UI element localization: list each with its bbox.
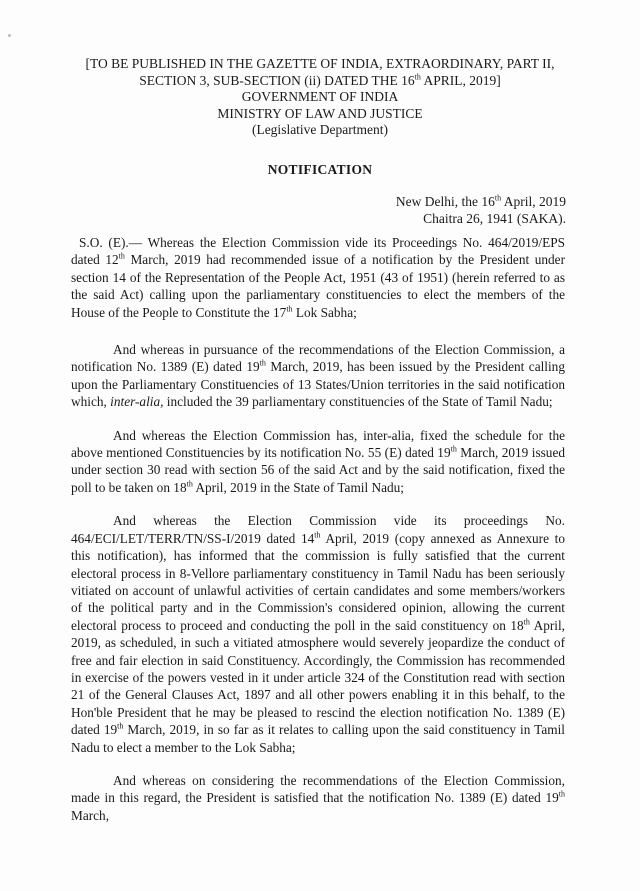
p4-sup-2: th (523, 617, 530, 627)
p4-sup-1: th (314, 530, 321, 540)
paragraph-5 (71, 772, 565, 824)
p4-text-b: April, 2019 (copy annexed as Annexure to this notification), has informed that the commission is fully satisfied that the current electoral process in 8-Vellore parliamentary constituency in Tamil Nadu has been seriously vitiated on account of unlawful activities of certain candidates and some members/workers of the political party and in the Commission's considered opinion, allowing the current electoral process to proceed and conducting the poll in the said constituency on 18 (71, 530, 565, 633)
header-ministry: MINISTRY OF LAW AND JUSTICE (217, 105, 423, 121)
header-section-text: SECTION 3, SUB-SECTION (ii) DATED THE 16 (139, 72, 415, 88)
date-sup: th (494, 193, 502, 203)
p4-text-c: April, 2019, as scheduled, in such a vitiated atmosphere would severely jeopardize the conduct of free and fair election in said Constituency. Accordingly, the Commission has recommended in exercise of the powers vested in it under article 324 of the Constitution read with section 21 of the General Clauses Act, 1897 and all other powers enabling it in this behalf, to the Hon'ble President that he may be pleased to rescind the election notification No. 1389 (E) dated 19 (71, 617, 565, 738)
p2-sup-1: th (259, 359, 266, 369)
p4-text-a: And whereas the Election Commission vide its proceedings No. 464/ECI/LET/TERR/TN/SS-I/2019 dated 14 (71, 513, 565, 546)
scan-speck (8, 34, 11, 37)
p1-text-b: March, 2019 had recommended issue of a notification by the President under section 14 of the Representation of the People Act, 1951 (43 of 1951) (herein referred to as the said Act) calling upon the parliamentary constituencies to elect the members of the House of the People to Constitute the 17 (71, 252, 566, 320)
header-publication-line: [TO BE PUBLISHED IN THE GAZETTE OF INDIA, EXTRAORDINARY, PART II, (85, 56, 555, 71)
p2-text-a: And whereas in pursuance of the recommendations of the Election Commission, a notification No. 1389 (E) dated 19 (71, 342, 565, 375)
date-month-year: April, 2019 (501, 194, 566, 209)
p3-sup-1: th (450, 444, 457, 454)
paragraph-3 (71, 427, 565, 497)
date-text: New Delhi, the 16 (395, 194, 495, 209)
p1-text-c: Lok Sabha; (292, 304, 357, 320)
p5-text-a: And whereas on considering the recommendations of the Election Commission, made in this regard, the President is satisfied that the notification No. 1389 (E) dated 19 (71, 772, 565, 806)
date-line (396, 193, 566, 210)
p3-text-c: April, 2019 in the State of Tamil Nadu; (192, 479, 405, 495)
paragraph-2 (71, 341, 565, 411)
saka-date-line: Chaitra 26, 1941 (SAKA). (423, 211, 566, 226)
header-section-line (60, 73, 580, 90)
p2-text-b: March, 2019, has been issued by the President calling upon the Parliamentary Constituencies of 13 States/Union territories in the said notification which, (71, 359, 565, 410)
header-government: GOVERNMENT OF INDIA (241, 89, 399, 104)
p2-italic: inter-alia, (110, 394, 164, 410)
header-department: (Legislative Department) (251, 122, 389, 137)
p4-sup-3: th (117, 721, 124, 731)
p5-sup-1: th (558, 789, 565, 799)
notification-body (71, 234, 565, 824)
p1-sup-2: th (286, 304, 293, 314)
header-section-date: APRIL, 2019] (420, 72, 501, 88)
page-title: NOTIFICATION (267, 162, 373, 177)
p1-text-a: S.O. (E).— Whereas the Election Commission vide its Proceedings No. 464/2019/EPS dated 12 (71, 235, 565, 268)
header-section-sup: th (414, 72, 421, 81)
p2-text-c: included the 39 parliamentary constituencies of the State of Tamil Nadu; (163, 394, 553, 410)
paragraph-4 (71, 512, 565, 756)
p3-text-a: And whereas the Election Commission has, inter-alia, fixed the schedule for the above mentioned Constituencies by its notification No. 55 (E) dated 19 (71, 427, 565, 461)
p4-text-d: March, 2019, in so far as it relates to calling upon the said constituency in Tamil Nadu to elect a member to the Lok Sabha; (71, 722, 565, 755)
p3-text-b: March, 2019 issued under section 30 read with section 56 of the said Act and by the said notification, fixed the poll to be taken on 18 (71, 445, 566, 495)
paragraph-1 (71, 234, 565, 321)
date-block (396, 193, 566, 227)
gazette-header (60, 56, 580, 139)
p1-sup-1: th (118, 251, 125, 261)
p3-sup-2: th (186, 479, 193, 489)
p5-text-b: March, (71, 807, 110, 823)
